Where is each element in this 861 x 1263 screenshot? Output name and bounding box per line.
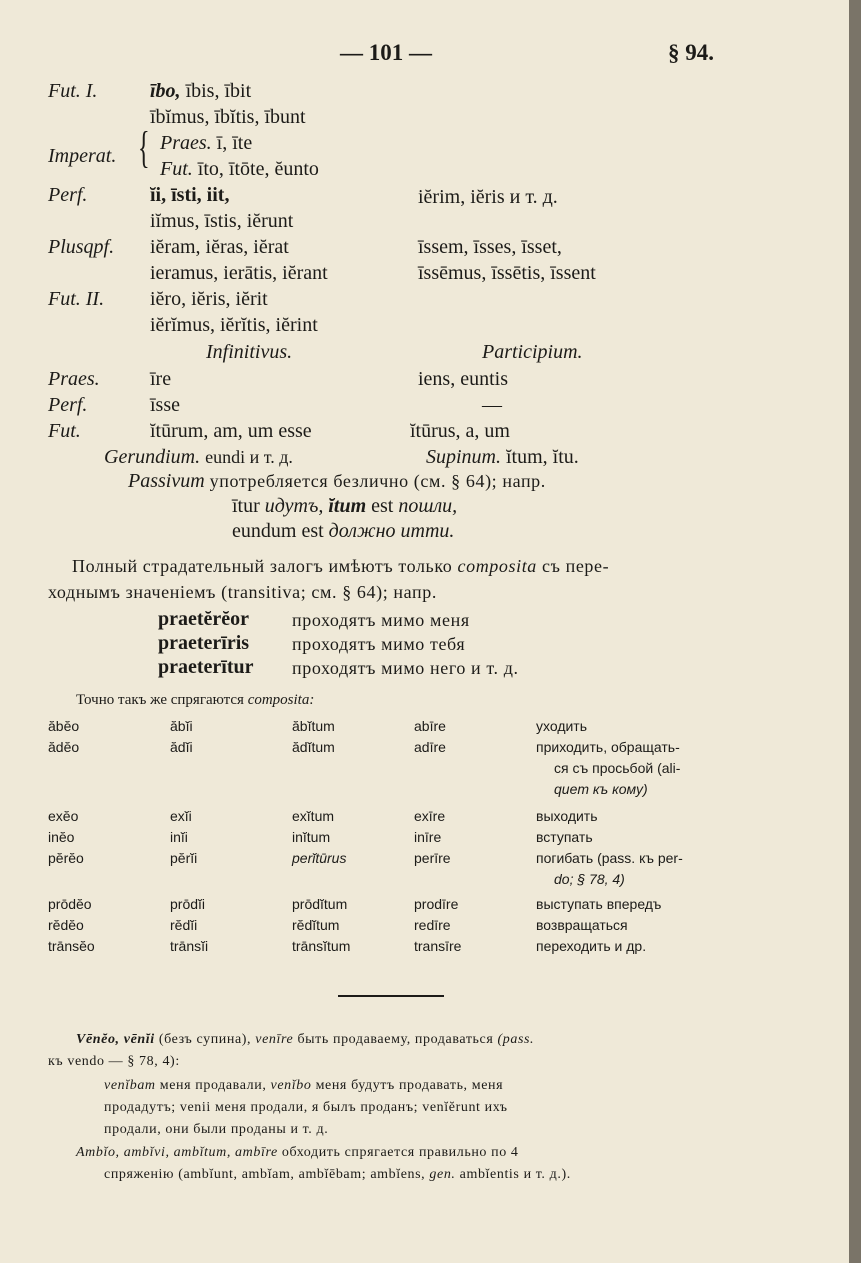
label-fut1: Fut. I. [48,80,98,102]
table-cell: возвращаться [536,917,628,933]
passivum-text: употребляется безлично (см. § 64); напр. [209,471,546,491]
perf-inf: īsse [150,394,180,416]
table-cell: погибать (pass. къ per- [536,850,683,866]
table-cell: prōdĭtum [292,896,348,912]
table-cell: trānsĭtum [292,938,351,954]
ex-praetereor-ru: проходятъ мимо меня [292,610,470,630]
gerundium-label: Gerundium. [104,446,201,468]
table-cell: pĕrĕo [48,850,84,866]
table-cell: prodīre [414,896,459,912]
note-veneo-line2: къ vendo — § 78, 4): [48,1054,180,1069]
ex-praeteritur-lat: praeterītur [158,656,254,678]
curly-brace: { [138,123,150,172]
passivum-ex2 [232,520,454,543]
table-cell: выступать впередъ [536,896,662,912]
gerundium-line [104,446,293,469]
table-cell: prōdĕo [48,896,92,912]
table-cell: adīre [414,739,446,755]
label-perf: Perf. [48,184,88,206]
note-veneo-line5: продали, они были проданы и т. д. [104,1122,329,1137]
ex1-poshli: пошли, [398,495,458,517]
table-cell: inīre [414,829,442,845]
table-cell: transīre [414,938,462,954]
table-cell: приходить, обращать- [536,739,680,755]
passivum-word: Passivum [128,470,205,492]
note-3b: меня продавали, [159,1078,267,1093]
table-cell: perīre [414,850,451,866]
table-cell: exĭtum [292,808,335,824]
fut2-line1: iĕro, iĕris, iĕrit [150,288,268,310]
table-cell: inĕo [48,829,75,845]
table-cell: уходить [536,718,588,734]
table-cell: ăbĭtum [292,718,335,734]
label-fut: Fut. [48,420,81,442]
praes-inf: īre [150,368,172,390]
note-ambio-line2 [104,1167,571,1183]
table-cell: переходить и др. [536,938,647,954]
fullpass-line2: ходнымъ значеніемъ (transitiva; см. § 64); напр. [48,582,437,602]
note-veneo-pass: (pass. [497,1032,535,1047]
fullpass-1a: Полный страдательный залогъ имѣютъ только [72,556,453,576]
passivum-ex1 [232,495,457,518]
plusq-subj1: īssem, īsses, īsset, [418,236,562,258]
ex-praetereor-lat: praetĕrĕor [158,608,250,630]
page-number: — 101 — [340,40,432,65]
supinum-line [426,446,579,469]
table-cell: trānsĕo [48,938,95,954]
table-cell: redīre [414,917,451,933]
ex2-dolzhno: должно итти. [328,520,455,542]
note-veneo-line4: продадутъ; venii меня продали, я былъ проданъ; venĭĕrunt ихъ [104,1100,508,1115]
heading-participium: Participium. [482,341,583,363]
supinum-val: ĭtum, ĭtu. [506,446,579,468]
table-cell: pĕrĭi [170,850,198,866]
fut1-line1 [150,80,251,103]
heading-infinitivus: Infinitivus. [206,341,293,363]
perf-subj: iĕrim, iĕris и т. д. [418,186,558,208]
plusq-line1: iĕram, iĕras, iĕrat [150,236,289,258]
section-number: § 94. [668,40,714,65]
label-plusqpf: Plusqpf. [48,236,115,258]
compounds-intro-composita: composita: [247,692,315,708]
ex-praeteritur-ru: проходятъ мимо него и т. д. [292,658,519,678]
imper-fut-forms: īto, ītōte, ĕunto [197,158,319,180]
fut-inf: ĭtūrum, am, um esse [150,420,312,442]
compounds-intro-text: Точно такъ же спрягаются [76,692,244,708]
ex-praeteriris-ru: проходятъ мимо тебя [292,634,466,654]
ex1-est: est [371,495,394,517]
note-3d: меня будутъ продавать, меня [315,1078,504,1093]
imper-praes-label: Praes. [160,132,212,154]
ex2-est: est [301,520,324,542]
table-cell: выходить [536,808,598,824]
note-7c: ambĭentis и т. д.). [459,1167,571,1182]
ex-praeteriris-lat: praeterīris [158,632,250,654]
table-cell: do; § 78, 4) [554,871,625,887]
imper-fut [160,158,319,181]
imper-praes-forms: ī, īte [216,132,253,154]
imper-fut-label: Fut. [160,158,193,180]
table-cell: inĭtum [292,829,331,845]
table-cell: ăbĭi [170,718,193,734]
note-veneo-line1 [76,1032,534,1048]
table-cell: perĭtūrus [292,850,347,866]
supinum-label: Supinum. [426,446,501,468]
table-cell: quem къ кому) [554,781,648,797]
fut1-ibo: ībo, [150,80,181,102]
table-cell: ădĕo [48,739,80,755]
note-venibo: venĭbo [270,1078,312,1093]
perf-part: — [482,394,502,416]
table-cell: exĭi [170,808,192,824]
note-veneo-line3 [104,1078,503,1094]
note-venire: venīre [255,1032,294,1047]
note-7a: спряженію (ambĭunt, ambĭam, ambĭēbam; ambĭens, [104,1167,426,1182]
table-cell: trānsĭi [170,938,209,954]
fut-part: ĭtūrus, a, um [410,420,510,442]
fullpass-composita: composita [457,556,537,576]
table-cell: abīre [414,718,446,734]
label-praes: Praes. [48,368,100,390]
gerundium-val: eundi и т. д. [205,447,293,467]
ex1-itum: ĭtum [328,495,367,517]
note-veneo-1b: (безъ супина), [158,1032,252,1047]
fullpass-line1 [72,556,609,577]
table-cell: вступать [536,829,593,845]
table-cell: inĭi [170,829,188,845]
imper-praes [160,132,252,155]
table-cell: exĕo [48,808,79,824]
passivum-line [128,470,546,493]
ex1-itur: ītur [232,495,260,517]
ex2-eundum: eundum [232,520,297,542]
compounds-intro [76,692,314,709]
note-ambio-line1 [76,1145,519,1161]
note-veneo-1d: быть продаваему, продаваться [297,1032,494,1047]
fut1-rest: ībis, ībit [185,80,252,102]
table-cell: exīre [414,808,446,824]
note-veneo-forms: Vēnĕo, vēnĭi [76,1032,155,1047]
table-cell: rĕdĭi [170,917,198,933]
ex1-idut: идутъ, [264,495,324,517]
note-venibam: venĭbam [104,1078,156,1093]
plusq-line2: ieramus, ierātis, iĕrant [150,262,328,284]
table-cell: ся съ просьбой (ali- [554,760,681,776]
fullpass-1c: съ пере- [542,556,610,576]
perf-line1: ĭi, īsti, iit, [150,184,230,206]
label-fut2: Fut. II. [48,288,105,310]
note-ambio-forms: Ambĭo, ambĭvi, ambĭtum, ambīre [76,1145,278,1160]
table-cell: ădĭi [170,739,193,755]
table-cell: ăbĕo [48,718,80,734]
plusq-subj2: īssēmus, īssētis, īssent [418,262,596,284]
fut2-line2: iĕrĭmus, iĕrĭtis, iĕrint [150,314,318,336]
section-divider [338,995,444,997]
label-imperat: Imperat. [48,145,117,167]
label-perf2: Perf. [48,394,88,416]
page-edge-shadow [849,0,861,1263]
table-cell: rĕdĭtum [292,917,340,933]
table-cell: ădĭtum [292,739,335,755]
praes-part: iens, euntis [418,368,508,390]
perf-line2: iĭmus, īstis, iĕrunt [150,210,294,232]
table-cell: prōdĭi [170,896,206,912]
note-gen: gen. [429,1167,456,1182]
note-6b: обходить спрягается правильно по 4 [281,1145,519,1160]
table-cell: rĕdĕo [48,917,84,933]
fut1-line2: ībĭmus, ībĭtis, ībunt [150,106,306,128]
